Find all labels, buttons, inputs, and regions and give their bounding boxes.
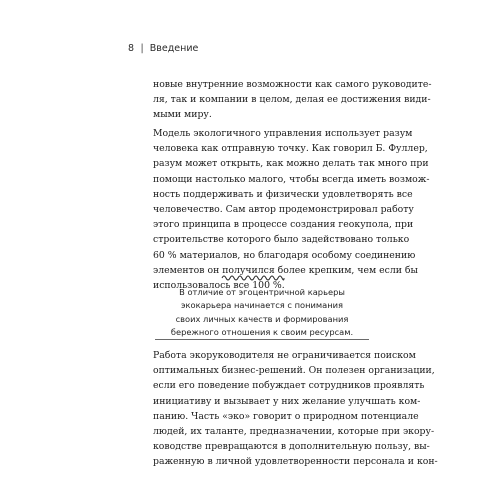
text-line: панию. Часть «эко» говорит о природном потенциале xyxy=(153,410,419,422)
text-line: Модель экологичного управления использует разум xyxy=(153,128,413,139)
page-number: 8 xyxy=(128,42,135,54)
quote-line: экокарьера начинается с понимания xyxy=(180,300,344,311)
paragraph-2 xyxy=(153,126,430,293)
text-line: Работа экоруководителя не ограничивается поиском xyxy=(153,350,416,361)
quote-line: своих личных качеств и формирования xyxy=(175,313,349,324)
text-line: строительстве которого было задействовано только xyxy=(153,234,410,246)
text-line: 60 % материалов, но благодаря особому соединению xyxy=(153,249,416,261)
text-line: оптимальных бизнес-решений. Он полезен организации, xyxy=(153,365,435,377)
text-line: инициативу и вызывает у них желание улучшать ком- xyxy=(153,395,421,407)
wave-divider-icon xyxy=(221,274,285,282)
text-line: если его поведение побуждает сотрудников проявлять xyxy=(153,380,425,392)
text-line: использовалось все 100 %. xyxy=(153,280,285,292)
quote-line: бережного отношения к своим ресурсам. xyxy=(170,326,354,337)
text-line: этого принципа в процессе создания геокупола, при xyxy=(153,219,414,231)
text-line: ля, так и компании в целом, делая ее достижения види- xyxy=(153,94,431,106)
pull-quote xyxy=(153,286,371,339)
header-separator: | xyxy=(140,42,144,54)
text-line: ность поддерживать и физически удовлетворять все xyxy=(153,188,413,200)
paragraph-3 xyxy=(153,348,438,470)
quote-line: В отличие от эгоцентричной карьеры xyxy=(179,287,345,297)
text-line: раженную в личной удовлетворенности персонала и кон- xyxy=(153,456,438,468)
quote-underline xyxy=(155,339,369,340)
text-line: ководстве превращаются в дополнительную пользу, вы- xyxy=(153,441,430,453)
text-line: человека как отправную точку. Как говорил Б. Фуллер, xyxy=(153,143,428,155)
text-line: элементов он получился более крепким, чем если бы xyxy=(153,264,418,276)
text-line: разум может открыть, как можно делать так много при xyxy=(153,158,429,170)
text-line: мыми миру. xyxy=(153,109,212,121)
section-title: Введение xyxy=(149,42,199,54)
text-line: людей, их таланте, предназначении, которые при экору- xyxy=(153,426,435,438)
text-line: человечество. Сам автор продемонстрировал работу xyxy=(153,204,414,216)
text-line: новые внутренние возможности как самого руководите- xyxy=(153,79,432,90)
paragraph-1 xyxy=(153,77,432,123)
text-line: помощи настолько малого, чтобы всегда иметь возмож- xyxy=(153,173,430,185)
running-header xyxy=(128,41,198,55)
